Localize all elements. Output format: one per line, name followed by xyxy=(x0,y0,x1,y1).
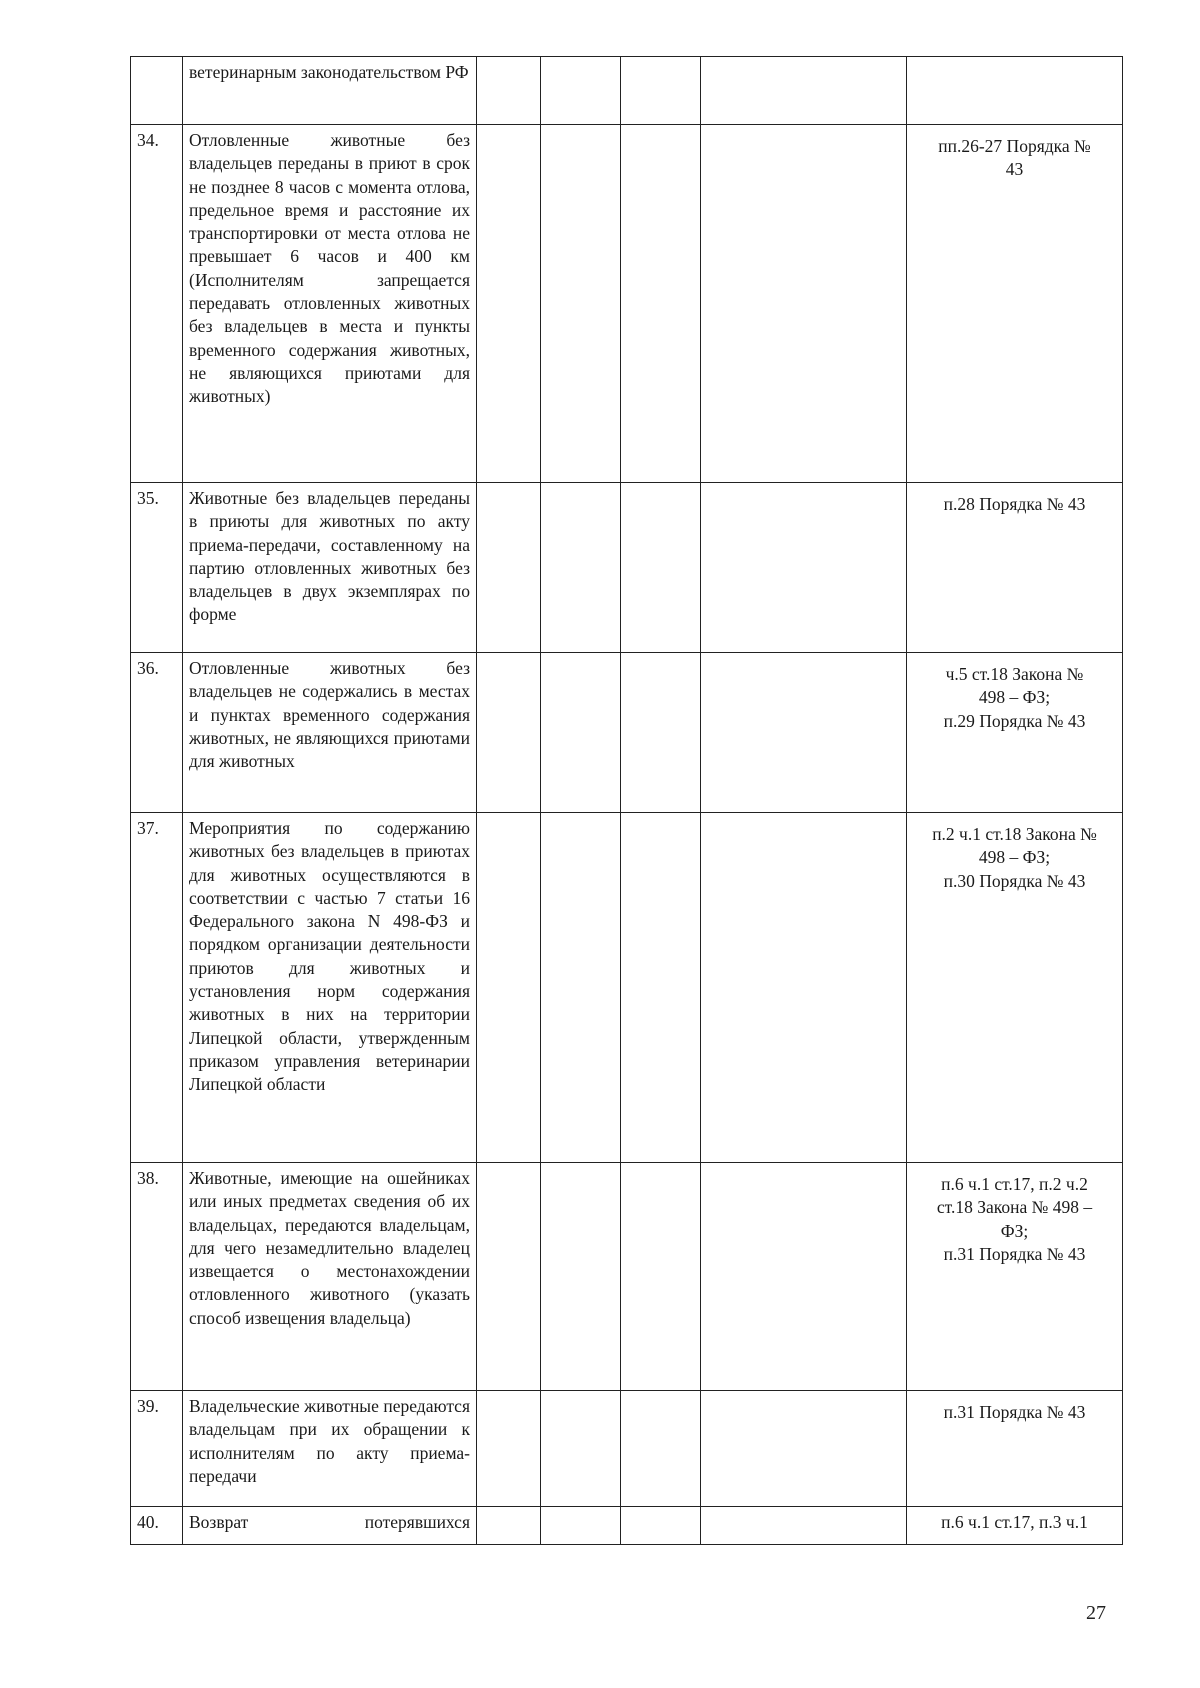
empty-cell xyxy=(621,1391,701,1507)
table-row xyxy=(131,1391,1123,1507)
page-number: 27 xyxy=(1086,1602,1106,1624)
reference-line: 498 – ФЗ; xyxy=(978,847,1051,868)
empty-cell xyxy=(701,1391,907,1507)
reference-line: ФЗ; xyxy=(1000,1220,1029,1241)
table-row xyxy=(131,653,1123,813)
reference-line: п.28 Порядка № 43 xyxy=(943,494,1086,514)
reference-line: п.30 Порядка № 43 xyxy=(943,870,1086,891)
row-number: 39. xyxy=(131,1391,183,1507)
empty-cell xyxy=(541,1391,621,1507)
empty-cell xyxy=(477,125,541,483)
reference-line: пп.26-27 Порядка № xyxy=(938,136,1091,156)
legal-reference xyxy=(907,813,1123,1163)
table-row xyxy=(131,125,1123,483)
empty-cell xyxy=(477,653,541,813)
empty-cell xyxy=(477,483,541,653)
legal-reference xyxy=(907,125,1123,483)
reference-line: ст.18 Закона № 498 – xyxy=(936,1197,1093,1218)
legal-reference xyxy=(907,1391,1123,1507)
table-row xyxy=(131,1163,1123,1391)
empty-cell xyxy=(701,1507,907,1545)
row-number: 35. xyxy=(131,483,183,653)
row-number: 37. xyxy=(131,813,183,1163)
reference-line: п.6 ч.1 ст.17, п.3 ч.1 xyxy=(941,1512,1088,1532)
legal-reference xyxy=(907,57,1123,125)
reference-line: п.31 Порядка № 43 xyxy=(943,1402,1086,1422)
empty-cell xyxy=(701,57,907,125)
row-number: 38. xyxy=(131,1163,183,1391)
empty-cell xyxy=(621,57,701,125)
requirement-text: Животные без владельцев переданы в приюты для животных по акту приема-передачи, составленному на партию отловленных животных без владельцев в двух экземплярах по форме xyxy=(183,483,477,653)
empty-cell xyxy=(541,653,621,813)
empty-cell xyxy=(621,653,701,813)
reference-line: п.29 Порядка № 43 xyxy=(943,710,1086,731)
requirement-text: Владельческие животные передаются владельцам при их обращении к исполнителям по акту приема-передачи xyxy=(183,1391,477,1507)
table-row xyxy=(131,57,1123,125)
requirement-text: Отловленные животные без владельцев переданы в приют в срок не позднее 8 часов с момента отлова, предельное время и расстояние их транспортировки от места отлова не превышает 6 часов и 400 км (Исполнителям запрещается передавать отловленных животных без владельцев в места и пункты временного содержания животных, не являющихся приютами для животных) xyxy=(183,125,477,483)
requirement-text: Отловленные животных без владельцев не содержались в местах и пунктах временного содержания животных, не являющихся приютами для животных xyxy=(183,653,477,813)
empty-cell xyxy=(701,483,907,653)
empty-cell xyxy=(621,483,701,653)
requirement-text: Животные, имеющие на ошейниках или иных предметах сведения об их владельцах, передаются владельцам, для чего незамедлительно владелец извещается о местонахождении отловленного животного (указать способ извещения владельца) xyxy=(183,1163,477,1391)
legal-reference xyxy=(907,483,1123,653)
row-number xyxy=(131,57,183,125)
reference-line: 43 xyxy=(1005,159,1024,180)
empty-cell xyxy=(701,1163,907,1391)
legal-reference xyxy=(907,1507,1123,1545)
table-row xyxy=(131,1507,1123,1545)
legal-reference xyxy=(907,653,1123,813)
table-row xyxy=(131,813,1123,1163)
empty-cell xyxy=(541,813,621,1163)
empty-cell xyxy=(541,125,621,483)
empty-cell xyxy=(541,1507,621,1545)
empty-cell xyxy=(477,1391,541,1507)
empty-cell xyxy=(541,57,621,125)
empty-cell xyxy=(477,813,541,1163)
reference-line: п.31 Порядка № 43 xyxy=(943,1243,1086,1264)
empty-cell xyxy=(621,125,701,483)
empty-cell xyxy=(701,813,907,1163)
empty-cell xyxy=(701,653,907,813)
legal-reference xyxy=(907,1163,1123,1391)
empty-cell xyxy=(621,1163,701,1391)
empty-cell xyxy=(541,1163,621,1391)
row-number: 40. xyxy=(131,1507,183,1545)
requirements-table xyxy=(130,56,1123,1545)
reference-line: п.6 ч.1 ст.17, п.2 ч.2 xyxy=(941,1174,1088,1194)
empty-cell xyxy=(621,1507,701,1545)
empty-cell xyxy=(477,57,541,125)
empty-cell xyxy=(621,813,701,1163)
reference-line: 498 – ФЗ; xyxy=(978,687,1051,708)
empty-cell xyxy=(701,125,907,483)
empty-cell xyxy=(477,1507,541,1545)
requirement-text: Возврат потерявшихся xyxy=(183,1507,477,1545)
empty-cell xyxy=(477,1163,541,1391)
reference-line: ч.5 ст.18 Закона № xyxy=(945,664,1084,684)
row-number: 36. xyxy=(131,653,183,813)
table-row xyxy=(131,483,1123,653)
reference-line: п.2 ч.1 ст.18 Закона № xyxy=(932,824,1097,844)
row-number: 34. xyxy=(131,125,183,483)
requirement-text: Мероприятия по содержанию животных без владельцев в приютах для животных осуществляются в соответствии с частью 7 статьи 16 Федерального закона N 498-ФЗ и порядком организации деятельности приютов для животных и установления норм содержания животных в них на территории Липецкой области, утвержденным приказом управления ветеринарии Липецкой области xyxy=(183,813,477,1163)
requirement-text: ветеринарным законодательством РФ xyxy=(183,57,477,125)
empty-cell xyxy=(541,483,621,653)
